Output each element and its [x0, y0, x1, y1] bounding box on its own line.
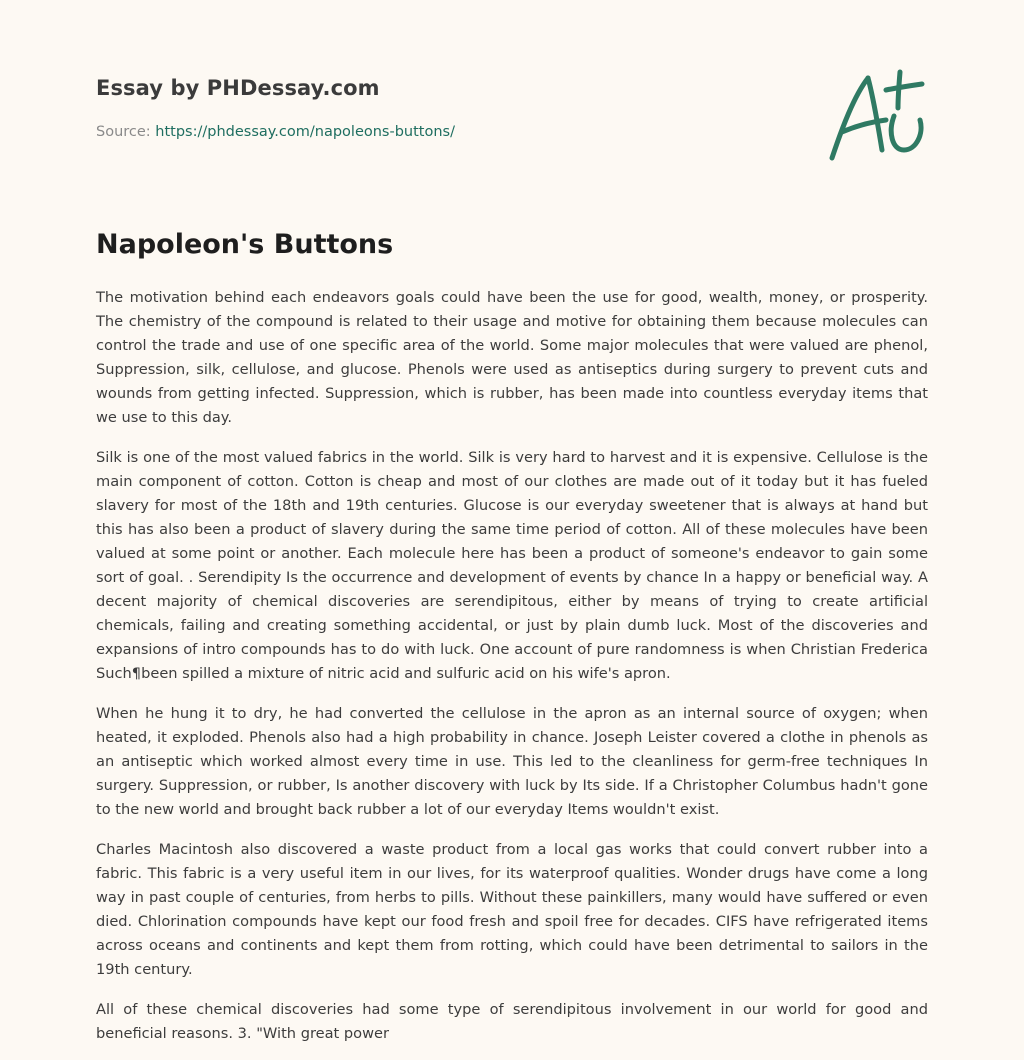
source-line — [96, 124, 455, 140]
site-title: Essay by PHDessay.com — [96, 76, 380, 100]
source-label: Source: — [96, 124, 151, 140]
essay-paragraph: The motivation behind each endeavors goals could have been the use for good, wealth, money, or prosperity. The chemistry of the compound is related to their usage and motive for obtaining them because molecules can control the trade and use of one specific area of the world. Some major molecules that were valued are phenol, Suppression, silk, cellulose, and glucose. Phenols were used as antiseptics during surgery to prevent cuts and wounds from getting infected. Suppression, which is rubber, has been made into countless everyday items that we use to this day. — [96, 289, 928, 426]
essay-title: Napoleon's Buttons — [96, 229, 394, 260]
a-plus-logo-icon — [824, 66, 928, 166]
essay-body — [96, 286, 928, 1046]
essay-paragraph: Silk is one of the most valued fabrics in the world. Silk is very hard to harvest and it is expensive. Cellulose is the main component of cotton. Cotton is cheap and most of our clothes are made out of it today but it has fueled slavery for most of the 18th and 19th centuries. Glucose is our everyday sweetener that is always at hand but this has also been a product of slavery during the same time period of cotton. All of these molecules have been valued at some point or another. Each molecule here has been a product of someone's endeavor to gain some sort of goal. . Serendipity Is the occurrence and development of events by chance In a happy or beneficial way. A decent majority of chemical discoveries are serendipitous, either by means of trying to create artificial chemicals, failing and creating something accidental, or just by plain dumb luck. Most of the discoveries and expansions of intro compounds has to do with luck. One account of pure randomness is when Christian Frederica Such¶been spilled a mixture of nitric acid and sulfuric acid on his wife's apron. — [96, 449, 928, 682]
essay-paragraph: When he hung it to dry, he had converted the cellulose in the apron as an internal source of oxygen; when heated, it exploded. Phenols also had a high probability in chance. Joseph Leister covered a clothe in phenols as an antiseptic which worked almost every time in use. This led to the cleanliness for germ-free techniques In surgery. Suppression, or rubber, Is another discovery with luck by Its side. If a Christopher Columbus hadn't gone to the new world and brought back rubber a lot of our everyday Items wouldn't exist. — [96, 705, 928, 818]
essay-paragraph: All of these chemical discoveries had some type of serendipitous involvement in our world for good and beneficial reasons. 3. "With great power — [96, 1001, 928, 1042]
essay-paragraph: Charles Macintosh also discovered a waste product from a local gas works that could convert rubber into a fabric. This fabric is a very useful item in our lives, for its waterproof qualities. Wonder drugs have come a long way in past couple of centuries, from herbs to pills. Without these painkillers, many would have suffered or even died. Chlorination compounds have kept our food fresh and spoil free for decades. CIFS have refrigerated items across oceans and continents and kept them from rotting, which could have been detrimental to sailors in the 19th century. — [96, 841, 928, 978]
source-link[interactable]: https://phdessay.com/napoleons-buttons/ — [155, 124, 455, 140]
header — [96, 0, 928, 220]
